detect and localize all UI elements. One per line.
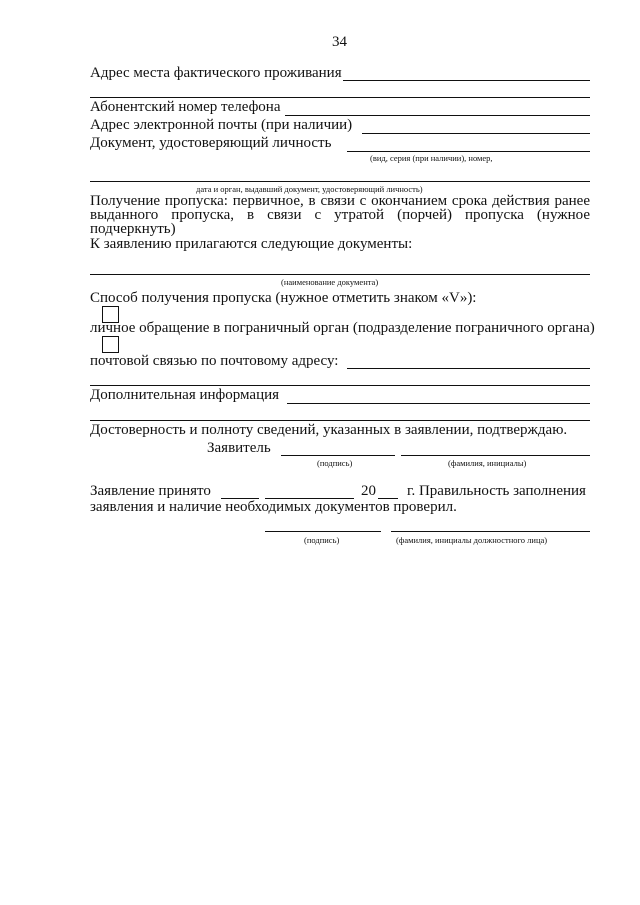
permit-line-1: Получение пропуска: первичное, в связи с окончанием срока действия ранее xyxy=(90,193,590,209)
additional-info-label: Дополнительная информация xyxy=(90,387,280,403)
identity-doc-field[interactable] xyxy=(347,151,590,152)
method-option-personal: личное обращение в пограничный орган (подразделение пограничного органа) xyxy=(90,320,595,336)
permit-line-3: подчеркнуть) xyxy=(90,221,176,237)
identity-doc-label: Документ, удостоверяющий личность xyxy=(90,135,332,151)
residence-address-label: Адрес места фактического проживания xyxy=(90,65,342,81)
mail-address-field-2[interactable] xyxy=(90,385,590,386)
phone-label: Абонентский номер телефона xyxy=(90,99,281,115)
additional-info-field[interactable] xyxy=(287,403,590,404)
official-signature-field[interactable] xyxy=(265,531,381,532)
mail-address-field[interactable] xyxy=(347,368,590,369)
residence-address-field-2[interactable] xyxy=(90,97,590,98)
phone-field[interactable] xyxy=(285,115,590,116)
attachments-hint: (наименование документа) xyxy=(281,277,379,287)
attachments-field[interactable] xyxy=(90,274,590,275)
applicant-signature-hint: (подпись) xyxy=(317,458,353,468)
method-option-mail: почтовой связью по почтовому адресу: xyxy=(90,353,339,369)
attachments-label: К заявлению прилагаются следующие документы: xyxy=(90,236,413,252)
email-field[interactable] xyxy=(362,133,590,134)
confirmation-text: Достоверность и полноту сведений, указанных в заявлении, подтверждаю. xyxy=(90,422,568,438)
accepted-year-prefix: 20 xyxy=(361,483,376,499)
residence-address-field[interactable] xyxy=(343,80,590,81)
accepted-line-2: заявления и наличие необходимых документов проверил. xyxy=(90,499,457,515)
applicant-signature-field[interactable] xyxy=(281,455,395,456)
applicant-name-hint: (фамилия, инициалы) xyxy=(448,458,527,468)
identity-doc-field-2[interactable] xyxy=(90,181,590,182)
additional-info-field-2[interactable] xyxy=(90,420,590,421)
official-name-hint: (фамилия, инициалы должностного лица) xyxy=(396,535,548,545)
accepted-label: Заявление принято xyxy=(90,483,211,499)
email-label: Адрес электронной почты (при наличии) xyxy=(90,117,353,133)
official-signature-hint: (подпись) xyxy=(304,535,340,545)
permit-line-2: выданного пропуска, в связи с утратой (порчей) пропуска (нужное xyxy=(90,207,590,223)
accepted-text: г. Правильность заполнения xyxy=(407,483,586,499)
official-name-field[interactable] xyxy=(391,531,590,532)
identity-doc-hint-2: дата и орган, выдавший документ, удостоверяющий личность) xyxy=(196,184,423,194)
method-label: Способ получения пропуска (нужное отметить знаком «V»): xyxy=(90,290,477,306)
page-number: 34 xyxy=(332,34,347,50)
checkbox-mail[interactable] xyxy=(102,336,119,353)
identity-doc-hint: (вид, серия (при наличии), номер, xyxy=(370,153,493,163)
applicant-label: Заявитель xyxy=(207,440,271,456)
applicant-name-field[interactable] xyxy=(401,455,590,456)
